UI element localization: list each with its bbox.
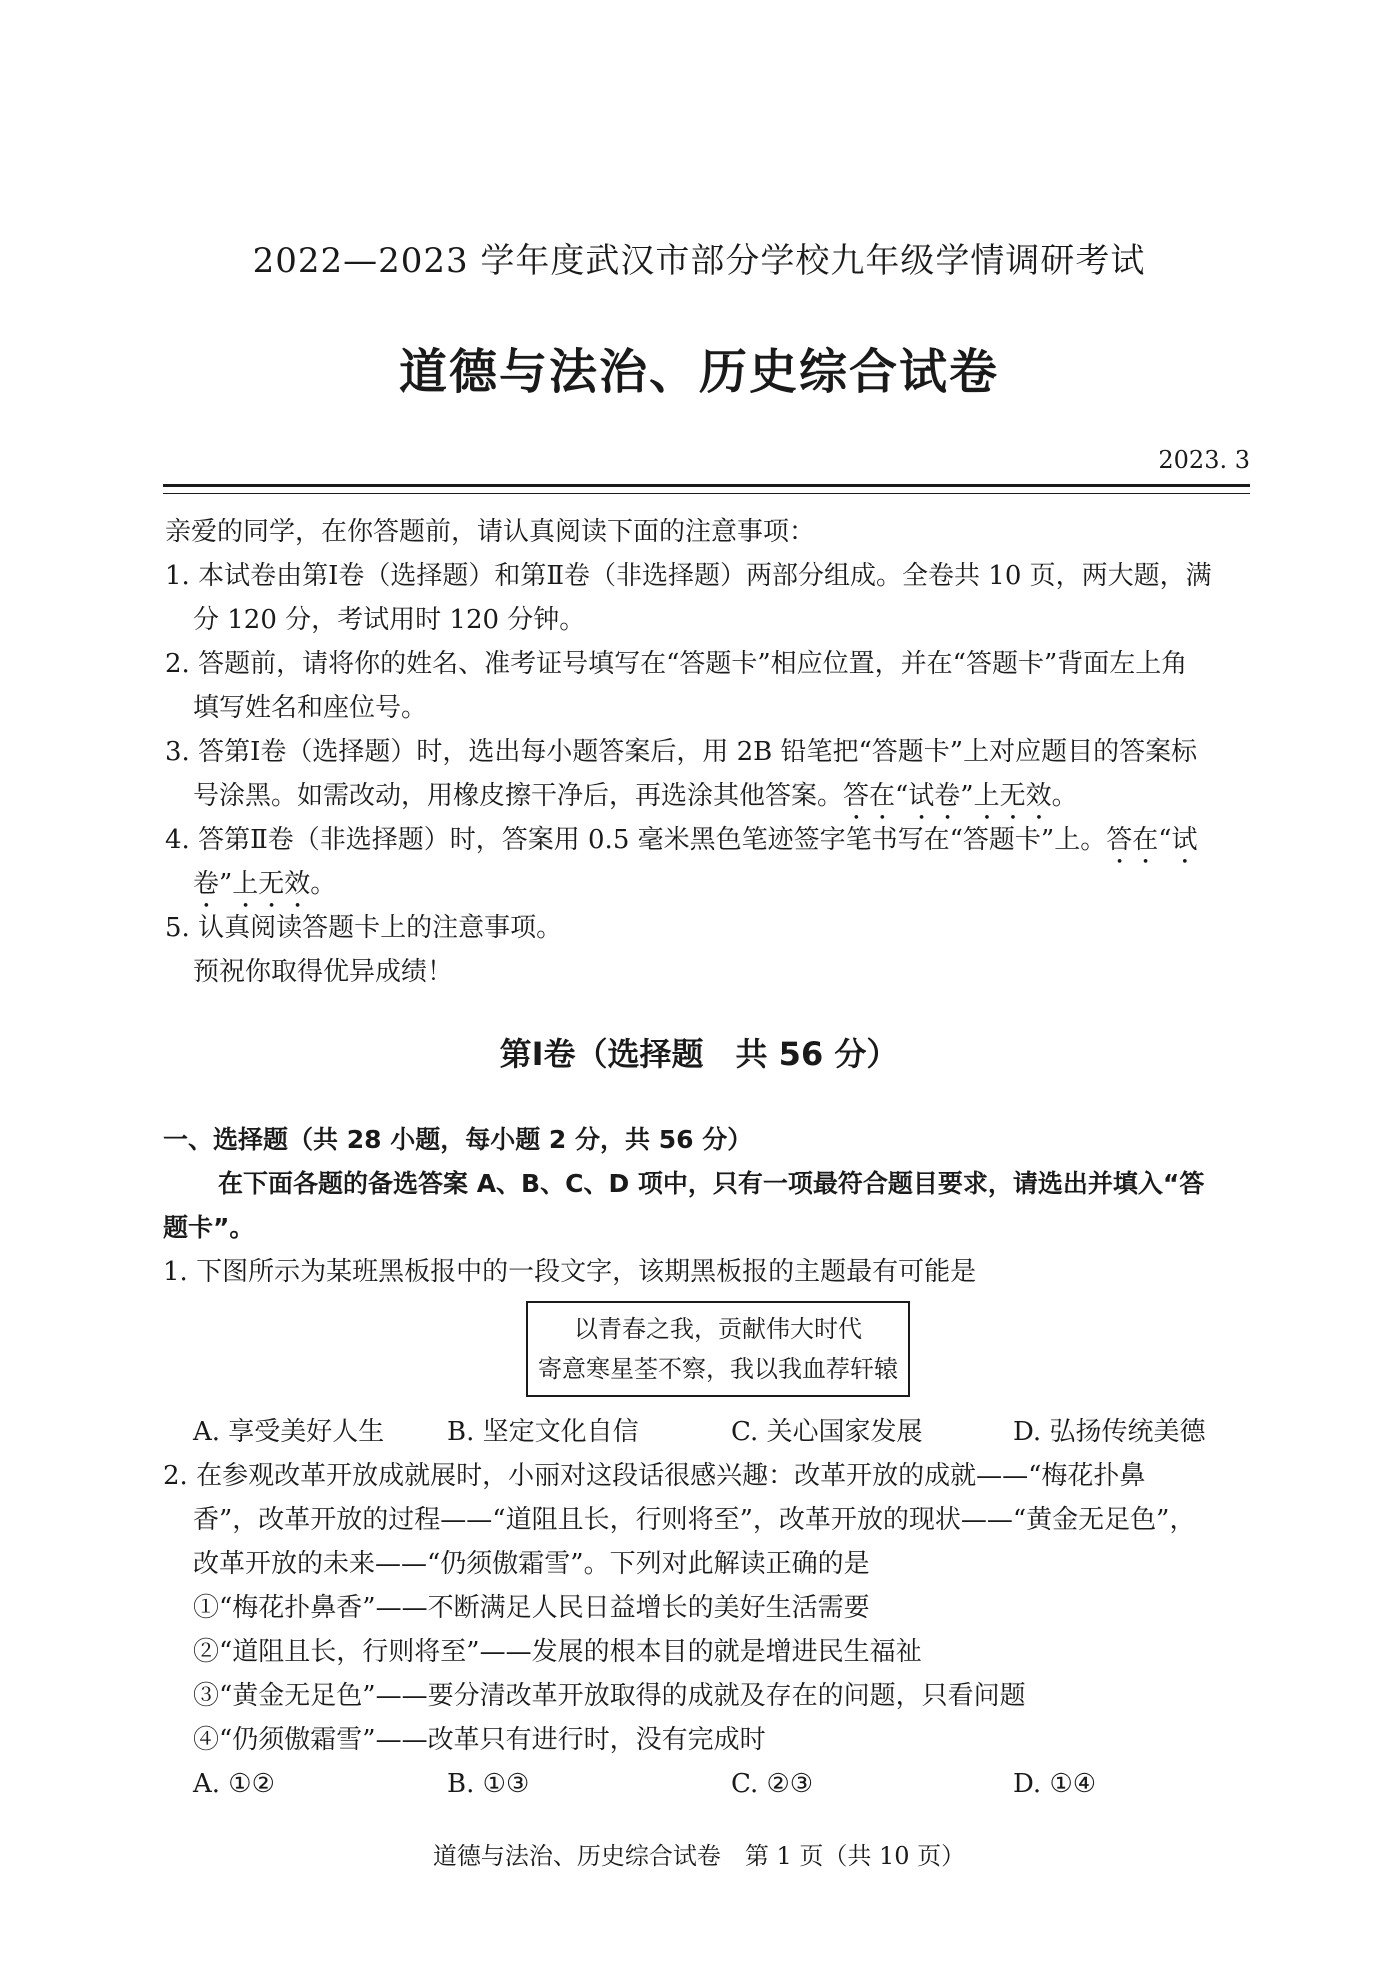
emphasis-text: 卷”上无效 xyxy=(193,869,311,899)
statement-item: ②“道阻且长，行则将至”——发展的根本目的就是增进民生福祉 xyxy=(193,1637,922,1667)
question-stem-cont: 香”，改革开放的过程——“道阻且长，行则将至”，改革开放的现状——“黄金无足色”， xyxy=(193,1505,1196,1535)
header-rule-thick xyxy=(163,484,1250,487)
part-directions: 在下面各题的备选答案 A、B、C、D 项中，只有一项最符合题目要求，请选出并填入“答 xyxy=(218,1169,1205,1198)
question-stem: 2. 在参观改革开放成就展时，小丽对这段话很感兴趣：改革开放的成就——“梅花扑鼻 xyxy=(163,1461,1146,1491)
option-b[interactable]: B. 坚定文化自信 xyxy=(447,1417,639,1447)
instruction-item-3-text: 号涂黑。如需改动，用橡皮擦干净后，再选涂其他答案。 xyxy=(193,781,844,811)
option-d[interactable]: D. 弘扬传统美德 xyxy=(1013,1417,1206,1447)
option-a[interactable]: A. 享受美好人生 xyxy=(193,1417,385,1447)
part-directions-cont: 题卡”。 xyxy=(163,1213,255,1242)
emphasis-text: 答在“试卷”上无效 xyxy=(843,781,1052,811)
instruction-item-1: 1. 本试卷由第Ⅰ卷（选择题）和第Ⅱ卷（非选择题）两部分组成。全卷共 10 页，两大题，满 xyxy=(165,561,1212,591)
instruction-item-5: 5. 认真阅读答题卡上的注意事项。 xyxy=(165,913,563,943)
header-rule-thin xyxy=(163,493,1250,494)
option-d[interactable]: D. ①④ xyxy=(1013,1769,1097,1799)
instruction-item-4-end: 。 xyxy=(310,869,337,899)
page-footer: 道德与法治、历史综合试卷 第 1 页（共 10 页） xyxy=(432,1842,966,1870)
exam-date: 2023. 3 xyxy=(1158,446,1250,474)
instruction-item-1-cont: 分 120 分，考试用时 120 分钟。 xyxy=(193,605,586,635)
quote-line: 寄意寒星荃不察，我以我血荐轩辕 xyxy=(538,1355,898,1383)
paper-title: 道德与法治、历史综合试卷 xyxy=(398,344,999,400)
option-a[interactable]: A. ①② xyxy=(193,1769,275,1799)
statement-item: ③“黄金无足色”——要分清改革开放取得的成就及存在的问题，只看问题 xyxy=(193,1681,1026,1711)
section-heading: 第Ⅰ卷（选择题 共 56 分） xyxy=(499,1035,899,1073)
instruction-item-4-text: 4. 答第Ⅱ卷（非选择题）时，答案用 0.5 毫米黑色笔迹签字笔书写在“答题卡”上。 xyxy=(165,825,1107,855)
instruction-item-2-cont: 填写姓名和座位号。 xyxy=(193,693,428,723)
instruction-item-2: 2. 答题前，请将你的姓名、准考证号填写在“答题卡”相应位置，并在“答题卡”背面左上角 xyxy=(165,649,1188,679)
option-b[interactable]: B. ①③ xyxy=(447,1769,530,1799)
statement-item: ④“仍须傲霜雪”——改革只有进行时，没有完成时 xyxy=(193,1725,766,1755)
instruction-item-3-end: 。 xyxy=(1051,781,1078,811)
instructions-greeting: 亲爱的同学，在你答题前，请认真阅读下面的注意事项： xyxy=(165,517,816,547)
quote-box xyxy=(526,1301,910,1397)
quote-line: 以青春之我，贡献伟大时代 xyxy=(574,1315,862,1343)
statement-item: ①“梅花扑鼻香”——不断满足人民日益增长的美好生活需要 xyxy=(193,1593,870,1623)
exam-title: 2022—2023 学年度武汉市部分学校九年级学情调研考试 xyxy=(252,241,1146,281)
part-title: 一、选择题（共 28 小题，每小题 2 分，共 56 分） xyxy=(163,1125,753,1154)
emphasis-text: 答在“试 xyxy=(1106,825,1198,855)
option-c[interactable]: C. ②③ xyxy=(731,1769,814,1799)
instructions-wish: 预祝你取得优异成绩！ xyxy=(193,957,454,987)
question-stem-cont: 改革开放的未来——“仍须傲霜雪”。下列对此解读正确的是 xyxy=(193,1549,870,1579)
instruction-item-3: 3. 答第Ⅰ卷（选择题）时，选出每小题答案后，用 2B 铅笔把“答题卡”上对应题目的答案标 xyxy=(165,737,1198,767)
option-c[interactable]: C. 关心国家发展 xyxy=(731,1417,923,1447)
question-stem: 1. 下图所示为某班黑板报中的一段文字，该期黑板报的主题最有可能是 xyxy=(163,1257,977,1287)
